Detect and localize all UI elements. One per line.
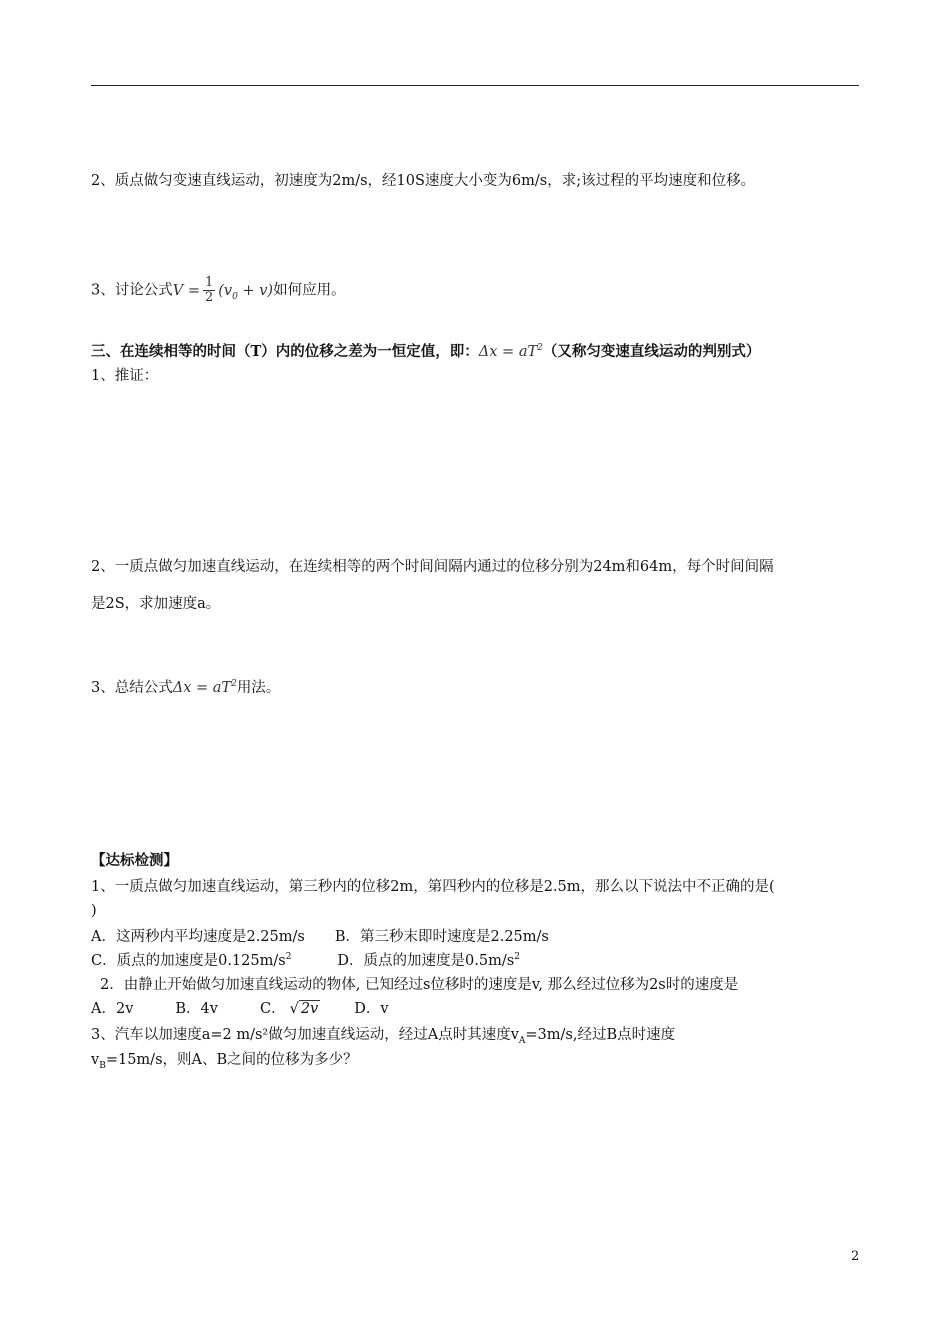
test-q2-option-b: B．4v bbox=[175, 1001, 218, 1017]
question-3-prefix: 3、讨论公式 bbox=[91, 282, 173, 299]
item-3-formula-text: Δx = aT bbox=[172, 680, 232, 696]
test-heading: 【达标检测】 bbox=[91, 852, 178, 869]
section-3-formula-sup: 2 bbox=[537, 343, 543, 354]
test-q1-option-d bbox=[337, 953, 520, 969]
section-3-item-2-line-2: 是2S，求加速度a。 bbox=[91, 596, 221, 612]
formula-subscript: 0 bbox=[232, 291, 238, 302]
header-rule bbox=[91, 85, 859, 86]
page-number: 2 bbox=[851, 1249, 860, 1264]
test-q3-sub-b: B bbox=[99, 1060, 106, 1071]
fraction-numerator: 1 bbox=[204, 275, 214, 290]
item-3-formula-sup: 2 bbox=[231, 679, 237, 690]
section-3-heading-text: 三、在连续相等的时间（T）内的位移之差为一恒定值，即： bbox=[91, 343, 479, 360]
question-2: 2、质点做匀变速直线运动，初速度为2m/s，经10S速度大小变为6m/s，求;该过程的平均速度和位移。 bbox=[91, 173, 756, 189]
sqrt-expression: √ 2v bbox=[289, 1001, 319, 1017]
test-q3-sub-a: A bbox=[518, 1035, 526, 1046]
test-q1-options-cd bbox=[91, 952, 520, 970]
question-3 bbox=[91, 276, 346, 305]
test-q1-option-c bbox=[91, 953, 291, 969]
item-3-prefix: 3、总结公式 bbox=[91, 680, 173, 696]
test-q2-option-c bbox=[260, 1001, 324, 1017]
test-q1-options-ab bbox=[91, 928, 549, 946]
section-3-formula-text: Δx = aT bbox=[478, 344, 538, 360]
section-3-heading bbox=[91, 343, 760, 361]
test-q2-stem: 2．由静止开始做匀加速直线运动的物体, 已知经过s位移时的速度是v, 那么经过位移为2s时的速度是 bbox=[100, 977, 739, 993]
section-3-formula bbox=[479, 344, 543, 360]
section-3-item-2-line-1: 2、一质点做匀加速直线运动，在连续相等的两个时间间隔内通过的位移分别为24m和64m，每个时间间隔 bbox=[91, 559, 774, 575]
test-q1-option-d-text: D．质点的加速度是0.5m/s bbox=[337, 953, 515, 969]
section-3-heading-suffix: （又称匀变速直线运动的判别式） bbox=[542, 343, 761, 360]
formula-equals: = bbox=[187, 282, 200, 299]
question-3-suffix: 如何应用。 bbox=[273, 282, 346, 299]
test-q1-line-1: 1、一质点做匀加速直线运动，第三秒内的位移2m，第四秒内的位移是2.5m，那么以下说法中不正确的是( bbox=[91, 879, 775, 895]
formula-lhs: V bbox=[172, 282, 184, 299]
test-q3-v: v bbox=[91, 1052, 100, 1068]
test-q2-options bbox=[91, 1000, 389, 1018]
section-3-item-1: 1、推证： bbox=[91, 368, 159, 384]
test-q1-option-d-sup: 2 bbox=[514, 952, 520, 963]
test-q1-option-c-text: C．质点的加速度是0.125m/s bbox=[91, 953, 286, 969]
formula-fraction bbox=[203, 276, 215, 305]
item-3-formula bbox=[173, 680, 237, 696]
test-q1-option-c-sup: 2 bbox=[285, 952, 292, 963]
test-q2-option-c-text: C． bbox=[259, 1001, 286, 1017]
formula-rest: + v) bbox=[237, 282, 274, 299]
test-q3-line-1 bbox=[91, 1026, 675, 1044]
test-q1-option-b: B．第三秒末即时速度是2.25m/s bbox=[334, 929, 549, 945]
test-q2-option-a: A．2v bbox=[91, 1001, 134, 1017]
test-q3-line-2-rest: =15m/s，则A、B之间的位移为多少？ bbox=[105, 1052, 358, 1068]
fraction-denominator: 2 bbox=[204, 290, 214, 305]
test-q1-option-a: A．这两秒内平均速度是2.25m/s bbox=[91, 929, 305, 945]
test-q3-line-1-text: 3、汽车以加速度a=2 m/s²做匀加速直线运动，经过A点时其速度v bbox=[91, 1027, 519, 1043]
average-velocity-formula bbox=[172, 275, 274, 305]
item-3-suffix: 用法。 bbox=[236, 680, 281, 696]
test-q1-line-2: ) bbox=[91, 903, 97, 919]
test-q3-line-2 bbox=[91, 1051, 358, 1069]
test-q3-line-1-rest: =3m/s,经过B点时速度 bbox=[525, 1027, 676, 1043]
test-q2-option-d: D．v bbox=[354, 1001, 389, 1017]
section-3-item-3 bbox=[91, 679, 280, 697]
sqrt-radicand: 2v bbox=[300, 1001, 319, 1017]
formula-paren: (v bbox=[218, 282, 233, 299]
